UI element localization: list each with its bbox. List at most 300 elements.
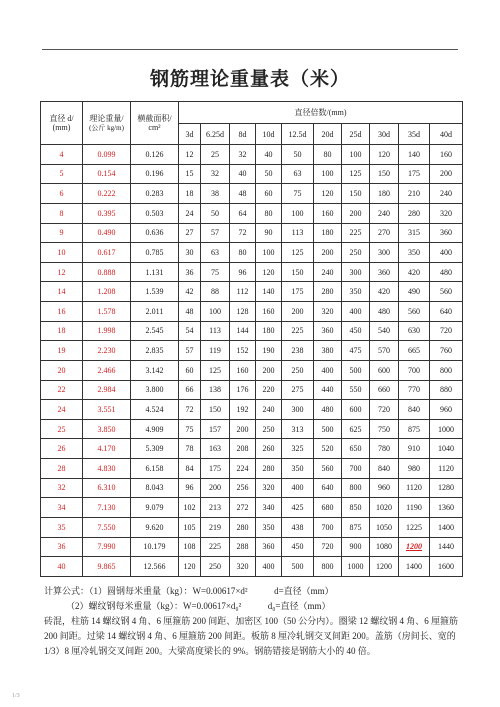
multiple-cell: 760: [430, 341, 463, 361]
multiple-cell: 25: [201, 145, 230, 165]
weight-cell: 0.222: [83, 184, 131, 204]
multiple-cell: 144: [230, 321, 256, 341]
diameter-cell: 20: [41, 360, 83, 380]
area-cell: 3.800: [131, 380, 179, 400]
multiple-cell: 630: [399, 321, 430, 341]
multiple-cell: 320: [256, 478, 282, 498]
table-row: [41, 145, 463, 165]
multiple-cell: 240: [256, 400, 282, 420]
multiple-cell: 980: [399, 459, 430, 479]
diameter-cell: 22: [41, 380, 83, 400]
multiple-cell: 60: [256, 184, 282, 204]
formula-1-definition: d=直径（mm）: [274, 586, 334, 596]
weight-cell: 4.170: [83, 439, 131, 459]
weight-cell: 3.850: [83, 419, 131, 439]
multiple-cell: 175: [201, 459, 230, 479]
multiple-cell: 160: [230, 360, 256, 380]
header-multiple-5: 20d: [314, 124, 342, 145]
header-area-line1: 横截面积/: [137, 114, 172, 123]
multiple-cell: 125: [342, 164, 370, 184]
table-row: [41, 223, 463, 243]
multiple-cell: 36: [179, 262, 201, 282]
rebar-weight-table: [40, 101, 463, 577]
weight-cell: 9.865: [83, 557, 131, 577]
multiple-cell: 102: [179, 498, 201, 518]
multiple-cell: 800: [314, 557, 342, 577]
multiple-cell: 500: [342, 360, 370, 380]
multiple-cell: 190: [256, 341, 282, 361]
header-multiple-7: 30d: [370, 124, 399, 145]
table-row: [41, 262, 463, 282]
multiple-cell: 1280: [430, 478, 463, 498]
diameter-cell: 9: [41, 223, 83, 243]
multiple-cell: 700: [399, 360, 430, 380]
multiple-cell: 224: [230, 459, 256, 479]
multiple-cell: 450: [282, 537, 314, 557]
header-diameter-line1: 直径 d/: [49, 114, 74, 123]
multiple-cell: 800: [342, 478, 370, 498]
multiple-cell: 160: [314, 203, 342, 223]
multiple-cell: 100: [314, 164, 342, 184]
multiple-cell: 88: [201, 282, 230, 302]
multiple-cell: 210: [399, 184, 430, 204]
multiple-cell: 119: [201, 341, 230, 361]
table-row: [41, 164, 463, 184]
multiple-cell: 180: [370, 184, 399, 204]
diameter-cell: 34: [41, 498, 83, 518]
multiple-cell: 325: [282, 439, 314, 459]
multiple-cell: 78: [179, 439, 201, 459]
multiple-cell: 72: [230, 223, 256, 243]
multiple-cell: 850: [342, 498, 370, 518]
multiple-cell: 225: [342, 223, 370, 243]
multiple-cell: 1040: [430, 439, 463, 459]
table-row: [41, 360, 463, 380]
area-cell: 0.196: [131, 164, 179, 184]
diameter-cell: 36: [41, 537, 83, 557]
table-row: [41, 400, 463, 420]
multiple-cell: 320: [430, 203, 463, 223]
multiple-cell: 140: [256, 282, 282, 302]
diameter-cell: 4: [41, 145, 83, 165]
multiple-cell: 260: [256, 439, 282, 459]
multiple-cell: 400: [314, 360, 342, 380]
multiple-cell: 560: [430, 282, 463, 302]
multiple-cell: 320: [314, 302, 342, 322]
diameter-cell: 24: [41, 400, 83, 420]
multiple-cell: 480: [314, 400, 342, 420]
multiple-cell: 152: [230, 341, 256, 361]
multiple-cell: 700: [314, 517, 342, 537]
table-row: [41, 243, 463, 263]
multiple-cell: 220: [256, 380, 282, 400]
multiple-cell: 1600: [430, 557, 463, 577]
area-cell: 1.539: [131, 282, 179, 302]
header-multiple-4: 12.5d: [282, 124, 314, 145]
multiple-cell: 80: [314, 145, 342, 165]
table-row: [41, 478, 463, 498]
multiple-cell: 1400: [430, 517, 463, 537]
area-cell: 0.503: [131, 203, 179, 223]
multiple-cell: 150: [282, 262, 314, 282]
multiple-cell: 63: [282, 164, 314, 184]
table-row: [41, 557, 463, 577]
multiple-cell: 540: [370, 321, 399, 341]
multiple-cell: 213: [201, 498, 230, 518]
multiple-cell: 350: [342, 282, 370, 302]
multiple-cell: 800: [430, 360, 463, 380]
multiple-cell: 66: [179, 380, 201, 400]
multiple-cell: 313: [282, 419, 314, 439]
area-cell: 10.179: [131, 537, 179, 557]
multiple-cell: 880: [430, 380, 463, 400]
multiple-cell: 300: [370, 243, 399, 263]
multiple-cell: 640: [430, 302, 463, 322]
multiple-cell: 680: [314, 498, 342, 518]
multiple-cell: 1120: [430, 459, 463, 479]
multiple-cell: 50: [256, 164, 282, 184]
multiple-cell: 225: [282, 321, 314, 341]
diameter-cell: 35: [41, 517, 83, 537]
multiple-cell: 380: [314, 341, 342, 361]
header-multiple-0: 3d: [179, 124, 201, 145]
multiple-cell: 550: [342, 380, 370, 400]
multiple-cell: 400: [430, 243, 463, 263]
formula-line-1: [44, 584, 464, 599]
multiple-cell: 200: [230, 419, 256, 439]
area-cell: 9.079: [131, 498, 179, 518]
weight-cell: 1.208: [83, 282, 131, 302]
multiple-cell: 570: [370, 341, 399, 361]
multiple-cell: 1200: [399, 537, 430, 557]
multiple-cell: 250: [201, 557, 230, 577]
weight-cell: 7.130: [83, 498, 131, 518]
diameter-cell: 40: [41, 557, 83, 577]
multiple-cell: 300: [342, 262, 370, 282]
multiple-cell: 15: [179, 164, 201, 184]
area-cell: 4.909: [131, 419, 179, 439]
multiple-cell: 27: [179, 223, 201, 243]
header-weight-line2: (公斤 kg/m): [89, 123, 124, 132]
multiple-cell: 280: [230, 517, 256, 537]
multiple-cell: 360: [314, 321, 342, 341]
multiple-cell: 960: [430, 400, 463, 420]
multiple-cell: 48: [230, 184, 256, 204]
multiple-cell: 140: [399, 145, 430, 165]
page-title: 钢筋理论重量表（米）: [149, 68, 350, 90]
multiple-cell: 113: [282, 223, 314, 243]
header-area: [131, 102, 179, 145]
multiple-cell: 490: [399, 282, 430, 302]
diameter-cell: 16: [41, 302, 83, 322]
diameter-cell: 10: [41, 243, 83, 263]
multiple-cell: 1080: [370, 537, 399, 557]
multiple-cell: 96: [230, 262, 256, 282]
construction-notes: 砖混，柱筋 14 螺纹钢 4 角、6 厘箍筋 200 间距、加密区 100（50 公分内）。圈梁 12 螺纹钢 4 角、6 厘箍筋 200 间距。过梁 14 螺纹钢 4 角、6 厘箍筋 200 间距。板筋 8 厘冷轧钢交叉间距 200。盖筋（房间长、宽的 1/3）8 厘冷轧钢交叉间距 200。大梁高度梁长的 9%。钢筋错接是钢筋大小的 40 倍。: [44, 616, 459, 656]
multiple-cell: 750: [370, 419, 399, 439]
multiple-cell: 113: [201, 321, 230, 341]
multiple-cell: 63: [201, 243, 230, 263]
multiple-cell: 120: [314, 184, 342, 204]
formula-2: （2）螺纹钢每米重量（kg）：W=0.00617×d₀²: [66, 601, 242, 611]
multiple-cell: 256: [230, 478, 256, 498]
table-row: [41, 537, 463, 557]
multiple-cell: 1190: [399, 498, 430, 518]
multiple-cell: 157: [201, 419, 230, 439]
weight-cell: 0.490: [83, 223, 131, 243]
header-weight-line1: 理论重量/: [89, 113, 124, 123]
area-cell: 5.309: [131, 439, 179, 459]
area-cell: 8.043: [131, 478, 179, 498]
multiple-cell: 24: [179, 203, 201, 223]
diameter-cell: 25: [41, 419, 83, 439]
multiple-cell: 150: [201, 400, 230, 420]
area-cell: 0.283: [131, 184, 179, 204]
multiple-cell: 96: [179, 478, 201, 498]
header-diameter-line2: (mm): [52, 123, 71, 132]
weight-cell: 4.830: [83, 459, 131, 479]
header-multiple-8: 35d: [399, 124, 430, 145]
multiple-cell: 32: [201, 164, 230, 184]
top-rule: [42, 49, 458, 50]
multiple-cell: 30: [179, 243, 201, 263]
multiple-cell: 112: [230, 282, 256, 302]
multiple-cell: 250: [256, 419, 282, 439]
multiple-cell: 54: [179, 321, 201, 341]
table-row: [41, 439, 463, 459]
multiple-cell: 208: [230, 439, 256, 459]
multiple-cell: 1050: [370, 517, 399, 537]
multiple-cell: 180: [256, 321, 282, 341]
diameter-cell: 26: [41, 439, 83, 459]
multiple-cell: 42: [179, 282, 201, 302]
multiple-cell: 138: [201, 380, 230, 400]
formula-1: 计算公式：（1）圆钢每米重量（kg）：W=0.00617×d²: [44, 586, 248, 596]
multiple-cell: 560: [399, 302, 430, 322]
multiple-cell: 665: [399, 341, 430, 361]
formula-line-2: [44, 599, 464, 614]
multiple-cell: 176: [230, 380, 256, 400]
diameter-cell: 12: [41, 262, 83, 282]
area-cell: 2.011: [131, 302, 179, 322]
table-row: [41, 459, 463, 479]
multiple-cell: 420: [399, 262, 430, 282]
multiple-cell: 425: [282, 498, 314, 518]
multiple-cell: 450: [342, 321, 370, 341]
multiple-cell: 125: [282, 243, 314, 263]
multiple-cell: 875: [399, 419, 430, 439]
area-cell: 1.131: [131, 262, 179, 282]
multiple-cell: 1225: [399, 517, 430, 537]
multiple-cell: 300: [282, 400, 314, 420]
multiple-cell: 720: [314, 537, 342, 557]
diameter-cell: 19: [41, 341, 83, 361]
multiple-cell: 50: [201, 203, 230, 223]
diameter-cell: 8: [41, 203, 83, 223]
multiple-cell: 270: [370, 223, 399, 243]
area-cell: 4.524: [131, 400, 179, 420]
table-row: [41, 498, 463, 518]
multiple-cell: 84: [179, 459, 201, 479]
multiple-cell: 200: [256, 360, 282, 380]
multiple-cell: 57: [179, 341, 201, 361]
multiple-cell: 90: [256, 223, 282, 243]
multiple-cell: 80: [230, 243, 256, 263]
multiple-cell: 500: [314, 419, 342, 439]
area-cell: 6.158: [131, 459, 179, 479]
multiple-cell: 105: [179, 517, 201, 537]
multiple-cell: 120: [256, 262, 282, 282]
multiple-cell: 225: [201, 537, 230, 557]
multiple-cell: 163: [201, 439, 230, 459]
multiple-cell: 40: [230, 164, 256, 184]
multiple-cell: 600: [370, 360, 399, 380]
multiple-cell: 1200: [370, 557, 399, 577]
multiple-cell: 32: [230, 145, 256, 165]
area-cell: 0.636: [131, 223, 179, 243]
multiple-cell: 480: [430, 262, 463, 282]
multiple-cell: 280: [399, 203, 430, 223]
multiple-cell: 75: [201, 262, 230, 282]
area-cell: 3.142: [131, 360, 179, 380]
weight-cell: 0.154: [83, 164, 131, 184]
multiple-cell: 250: [342, 243, 370, 263]
multiple-cell: 288: [230, 537, 256, 557]
multiple-cell: 840: [399, 400, 430, 420]
weight-cell: 0.395: [83, 203, 131, 223]
multiple-cell: 108: [179, 537, 201, 557]
multiple-cell: 125: [201, 360, 230, 380]
multiple-cell: 910: [399, 439, 430, 459]
multiple-cell: 700: [342, 459, 370, 479]
multiple-cell: 1000: [430, 419, 463, 439]
diameter-cell: 5: [41, 164, 83, 184]
multiple-cell: 320: [230, 557, 256, 577]
multiple-cell: 40: [256, 145, 282, 165]
multiple-cell: 219: [201, 517, 230, 537]
multiple-cell: 72: [179, 400, 201, 420]
multiple-cell: 160: [256, 302, 282, 322]
header-multiple-2: 8d: [230, 124, 256, 145]
area-cell: 2.835: [131, 341, 179, 361]
multiple-cell: 192: [230, 400, 256, 420]
multiple-cell: 650: [342, 439, 370, 459]
multiple-cell: 400: [282, 478, 314, 498]
multiple-cell: 350: [399, 243, 430, 263]
multiple-cell: 520: [314, 439, 342, 459]
multiple-cell: 100: [201, 302, 230, 322]
header-diameter: [41, 102, 83, 145]
weight-cell: 6.310: [83, 478, 131, 498]
multiple-cell: 240: [430, 184, 463, 204]
multiple-cell: 420: [370, 282, 399, 302]
multiple-cell: 200: [430, 164, 463, 184]
table-row: [41, 419, 463, 439]
multiple-cell: 1020: [370, 498, 399, 518]
multiple-cell: 625: [342, 419, 370, 439]
multiple-cell: 1400: [399, 557, 430, 577]
area-cell: 0.785: [131, 243, 179, 263]
area-cell: 9.620: [131, 517, 179, 537]
multiple-cell: 150: [342, 184, 370, 204]
header-multiple-6: 25d: [342, 124, 370, 145]
diameter-cell: 14: [41, 282, 83, 302]
header-area-line2: cm²: [148, 123, 161, 132]
multiple-cell: 780: [370, 439, 399, 459]
area-cell: 0.126: [131, 145, 179, 165]
multiple-cell: 400: [342, 302, 370, 322]
diameter-cell: 32: [41, 478, 83, 498]
multiple-cell: 350: [256, 517, 282, 537]
notes-section: [44, 584, 464, 659]
weight-cell: 3.551: [83, 400, 131, 420]
table-body: [41, 145, 463, 577]
weight-cell: 1.578: [83, 302, 131, 322]
multiple-cell: 60: [179, 360, 201, 380]
header-multiple-1: 6.25d: [201, 124, 230, 145]
weight-cell: 1.998: [83, 321, 131, 341]
multiple-cell: 240: [314, 262, 342, 282]
table-row: [41, 184, 463, 204]
multiple-cell: 240: [370, 203, 399, 223]
diameter-cell: 28: [41, 459, 83, 479]
multiple-cell: 400: [256, 557, 282, 577]
multiple-cell: 1120: [399, 478, 430, 498]
multiple-cell: 75: [282, 184, 314, 204]
weight-cell: 2.984: [83, 380, 131, 400]
table-row: [41, 380, 463, 400]
diameter-cell: 6: [41, 184, 83, 204]
multiple-cell: 360: [256, 537, 282, 557]
weight-cell: 7.990: [83, 537, 131, 557]
formula-2-definition: d₀=直径（mm）: [267, 601, 331, 611]
multiple-cell: 120: [370, 145, 399, 165]
multiple-cell: 900: [342, 537, 370, 557]
header-multiple-3: 10d: [256, 124, 282, 145]
multiple-cell: 200: [314, 243, 342, 263]
multiple-cell: 560: [314, 459, 342, 479]
multiple-cell: 438: [282, 517, 314, 537]
multiple-cell: 128: [230, 302, 256, 322]
multiple-cell: 340: [256, 498, 282, 518]
multiple-cell: 660: [370, 380, 399, 400]
multiple-cell: 275: [282, 380, 314, 400]
multiple-cell: 48: [179, 302, 201, 322]
multiple-cell: 272: [230, 498, 256, 518]
multiple-cell: 50: [282, 145, 314, 165]
multiple-cell: 640: [314, 478, 342, 498]
multiple-cell: 440: [314, 380, 342, 400]
multiple-cell: 500: [282, 557, 314, 577]
table-row: [41, 282, 463, 302]
multiple-cell: 100: [342, 145, 370, 165]
table-row: [41, 203, 463, 223]
header-weight: [83, 102, 131, 145]
weight-cell: 7.550: [83, 517, 131, 537]
multiple-cell: 720: [430, 321, 463, 341]
weight-cell: 0.888: [83, 262, 131, 282]
multiple-cell: 64: [230, 203, 256, 223]
multiple-cell: 150: [370, 164, 399, 184]
multiple-cell: 120: [179, 557, 201, 577]
multiple-cell: 360: [370, 262, 399, 282]
multiple-cell: 1360: [430, 498, 463, 518]
multiple-cell: 720: [370, 400, 399, 420]
multiple-cell: 770: [399, 380, 430, 400]
multiple-cell: 180: [314, 223, 342, 243]
multiple-cell: 960: [370, 478, 399, 498]
multiple-cell: 280: [314, 282, 342, 302]
